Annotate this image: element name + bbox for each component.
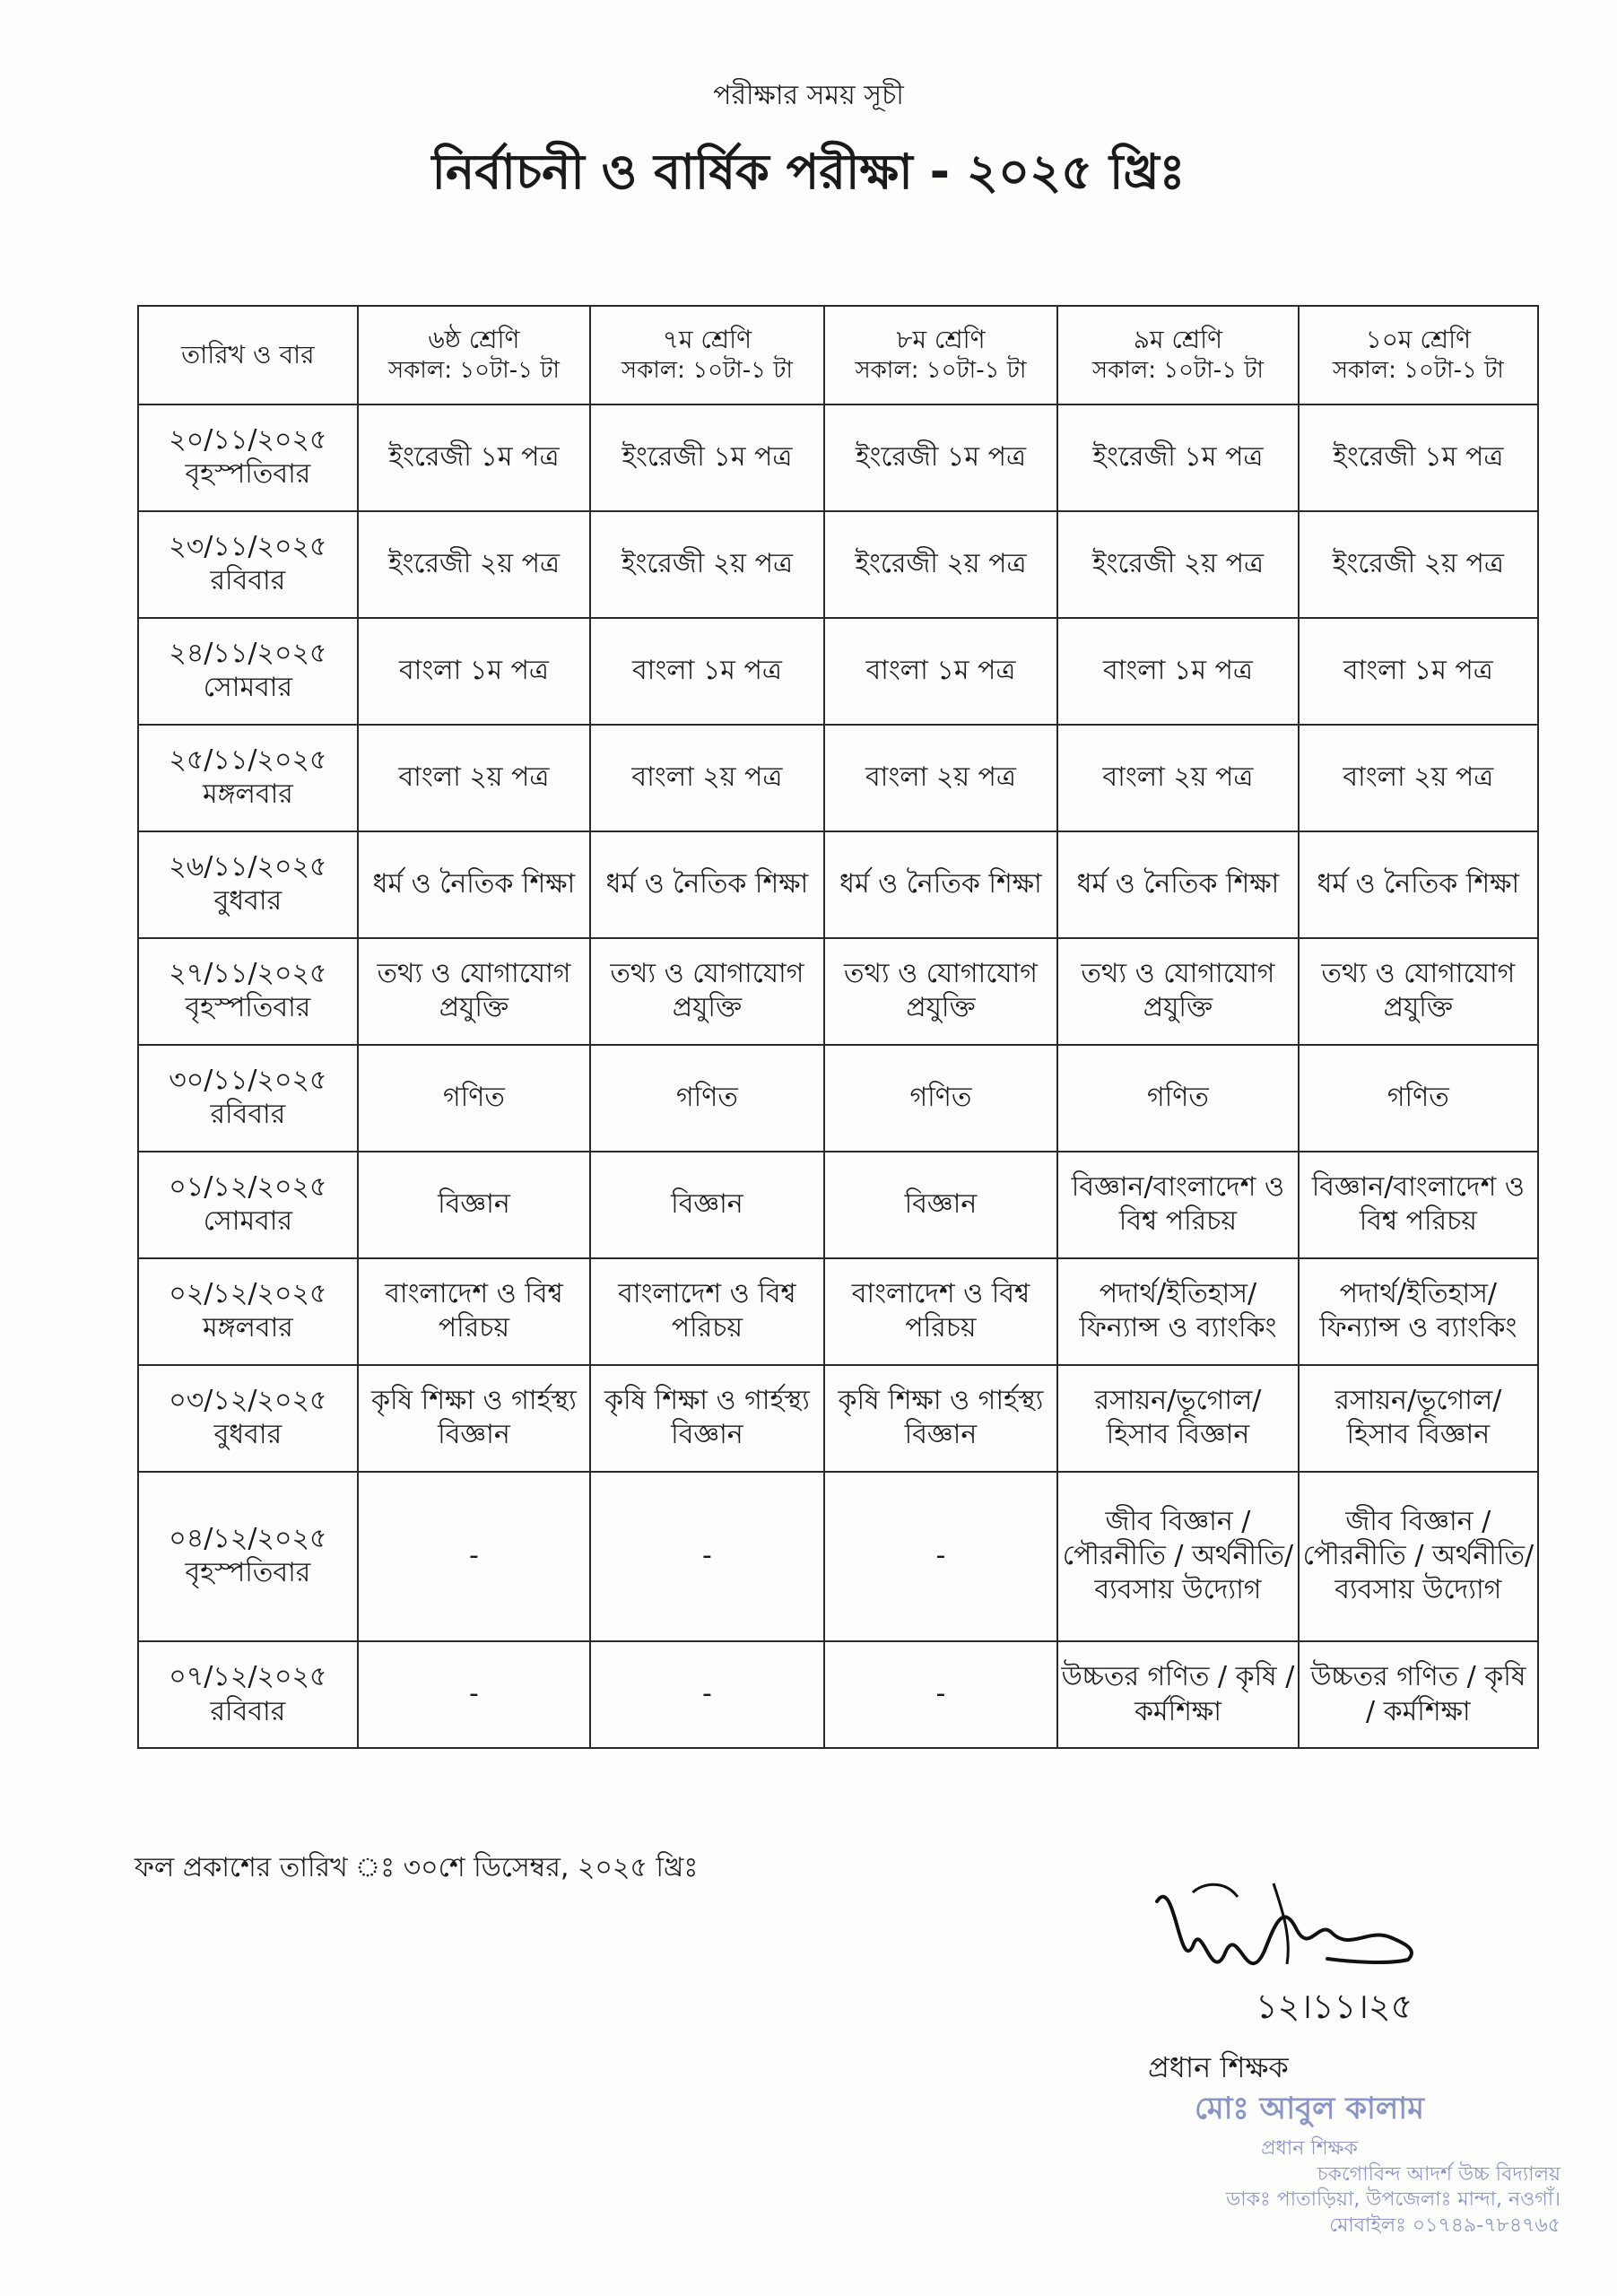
date-cell bbox=[138, 1641, 358, 1748]
exam-day: রবিবার bbox=[210, 1695, 286, 1727]
subject-cell: - bbox=[590, 1472, 824, 1641]
table-row bbox=[138, 1152, 1538, 1258]
exam-date: ০৭/১২/২০২৫ bbox=[169, 1661, 327, 1693]
exam-routine-table bbox=[137, 305, 1539, 1749]
exam-date: ২৬/১১/২০২৫ bbox=[169, 850, 327, 883]
stamp-name: মোঃ আবুল কালাম bbox=[1195, 2091, 1424, 2126]
class-time: সকাল: ১০টা-১ টা bbox=[621, 357, 793, 385]
exam-date: ০২/১২/২০২৫ bbox=[169, 1277, 327, 1309]
subject-cell: বিজ্ঞান bbox=[824, 1152, 1058, 1258]
subject-cell: ইংরেজী ২য় পত্র bbox=[1299, 511, 1538, 618]
date-cell bbox=[138, 1152, 358, 1258]
routine-body bbox=[138, 404, 1538, 1748]
table-row bbox=[138, 511, 1538, 618]
subject-cell: বাংলা ১ম পত্র bbox=[824, 618, 1058, 725]
subject-cell: - bbox=[824, 1641, 1058, 1748]
subject-cell: গণিত bbox=[824, 1045, 1058, 1152]
subject-cell: গণিত bbox=[358, 1045, 590, 1152]
table-row bbox=[138, 725, 1538, 831]
date-cell bbox=[138, 725, 358, 831]
subject-cell: রসায়ন/ভূগোল/ হিসাব বিজ্ঞান bbox=[1057, 1365, 1298, 1472]
signature-date: ১২।১১।২৫ bbox=[1256, 1987, 1413, 2026]
table-row bbox=[138, 1258, 1538, 1365]
exam-date: ০৩/১২/২০২৫ bbox=[169, 1384, 327, 1416]
subject-cell: উচ্চতর গণিত / কৃষি / কর্মশিক্ষা bbox=[1299, 1641, 1538, 1748]
class-name: ৮ম শ্রেণি bbox=[896, 325, 986, 355]
date-cell bbox=[138, 511, 358, 618]
subject-cell: ধর্ম ও নৈতিক শিক্ষা bbox=[824, 831, 1058, 938]
subject-cell: বাংলাদেশ ও বিশ্ব পরিচয় bbox=[358, 1258, 590, 1365]
exam-day: বুধবার bbox=[213, 885, 283, 918]
subject-cell: তথ্য ও যোগাযোগ প্রযুক্তি bbox=[1057, 938, 1298, 1045]
class-name: ৬ষ্ঠ শ্রেণি bbox=[428, 325, 520, 355]
subject-cell: বাংলা ২য় পত্র bbox=[590, 725, 824, 831]
exam-day: বুধবার bbox=[213, 1419, 283, 1451]
subject-cell: বাংলাদেশ ও বিশ্ব পরিচয় bbox=[824, 1258, 1058, 1365]
subject-cell: তথ্য ও যোগাযোগ প্রযুক্তি bbox=[824, 938, 1058, 1045]
class-name: ৯ম শ্রেণি bbox=[1133, 325, 1223, 355]
subject-cell: তথ্য ও যোগাযোগ প্রযুক্তি bbox=[590, 938, 824, 1045]
exam-day: বৃহস্পতিবার bbox=[185, 458, 311, 491]
subject-cell: পদার্থ/ইতিহাস/ ফিন্যান্স ও ব্যাংকিং bbox=[1057, 1258, 1298, 1365]
subject-cell: ইংরেজী ১ম পত্র bbox=[1057, 404, 1298, 511]
table-row bbox=[138, 404, 1538, 511]
table-row bbox=[138, 1641, 1538, 1748]
date-cell bbox=[138, 831, 358, 938]
subject-cell: বাংলা ১ম পত্র bbox=[590, 618, 824, 725]
class-header bbox=[824, 306, 1058, 404]
subject-cell: বাংলাদেশ ও বিশ্ব পরিচয় bbox=[590, 1258, 824, 1365]
subject-cell: গণিত bbox=[1299, 1045, 1538, 1152]
subject-cell: বাংলা ২য় পত্র bbox=[824, 725, 1058, 831]
subject-cell: বাংলা ২য় পত্র bbox=[1057, 725, 1298, 831]
subject-cell: কৃষি শিক্ষা ও গার্হস্থ্য বিজ্ঞান bbox=[824, 1365, 1058, 1472]
subject-cell: বাংলা ১ম পত্র bbox=[1299, 618, 1538, 725]
exam-date: ২৪/১১/২০২৫ bbox=[169, 637, 327, 669]
exam-day: রবিবার bbox=[210, 1099, 286, 1131]
subject-cell: ধর্ম ও নৈতিক শিক্ষা bbox=[358, 831, 590, 938]
subject-cell: ইংরেজী ১ম পত্র bbox=[1299, 404, 1538, 511]
exam-day: সোমবার bbox=[203, 672, 292, 704]
class-time: সকাল: ১০টা-১ টা bbox=[855, 357, 1027, 385]
exam-day: মঙ্গলবার bbox=[202, 778, 293, 811]
exam-day: মঙ্গলবার bbox=[202, 1312, 293, 1344]
date-cell bbox=[138, 938, 358, 1045]
result-date-line: ফল প্রকাশের তারিখ ঃ ৩০শে ডিসেম্বর, ২০২৫ খ্রিঃ bbox=[135, 1852, 699, 1883]
header-row bbox=[138, 306, 1538, 404]
date-cell bbox=[138, 1472, 358, 1641]
date-cell bbox=[138, 618, 358, 725]
class-time: সকাল: ১০টা-১ টা bbox=[1091, 357, 1264, 385]
subject-cell: বাংলা ১ম পত্র bbox=[1057, 618, 1298, 725]
subject-cell: ধর্ম ও নৈতিক শিক্ষা bbox=[1057, 831, 1298, 938]
date-cell bbox=[138, 1365, 358, 1472]
subject-cell: জীব বিজ্ঞান / পৌরনীতি / অর্থনীতি/ব্যবসায় উদ্যোগ bbox=[1057, 1472, 1298, 1641]
subject-cell: উচ্চতর গণিত / কৃষি / কর্মশিক্ষা bbox=[1057, 1641, 1298, 1748]
signatory-role: প্রধান শিক্ষক bbox=[1148, 2050, 1289, 2084]
exam-title: নির্বাচনী ও বার্ষিক পরীক্ষা - ২০২৫ খ্রিঃ bbox=[431, 144, 1186, 200]
subject-cell: বাংলা ২য় পত্র bbox=[358, 725, 590, 831]
subject-cell: বাংলা ১ম পত্র bbox=[358, 618, 590, 725]
subject-cell: বাংলা ২য় পত্র bbox=[1299, 725, 1538, 831]
subject-cell: কৃষি শিক্ষা ও গার্হস্থ্য বিজ্ঞান bbox=[590, 1365, 824, 1472]
subject-cell: পদার্থ/ইতিহাস/ ফিন্যান্স ও ব্যাংকিং bbox=[1299, 1258, 1538, 1365]
class-time: সকাল: ১০টা-১ টা bbox=[387, 357, 560, 385]
class-header bbox=[1299, 306, 1538, 404]
official-stamp bbox=[1058, 2085, 1560, 2239]
stamp-address: ডাকঃ পাতাড়িয়া, উপজেলাঃ মান্দা, নওগাঁ। bbox=[1226, 2188, 1560, 2212]
subject-cell: গণিত bbox=[590, 1045, 824, 1152]
date-cell bbox=[138, 1045, 358, 1152]
class-name: ১০ম শ্রেণি bbox=[1365, 325, 1472, 355]
table-row bbox=[138, 1045, 1538, 1152]
class-time: সকাল: ১০টা-১ টা bbox=[1332, 357, 1504, 385]
class-header bbox=[358, 306, 590, 404]
class-header bbox=[1057, 306, 1298, 404]
subject-cell: তথ্য ও যোগাযোগ প্রযুক্তি bbox=[1299, 938, 1538, 1045]
class-header bbox=[590, 306, 824, 404]
date-cell bbox=[138, 404, 358, 511]
table-row bbox=[138, 618, 1538, 725]
subject-cell: ইংরেজী ১ম পত্র bbox=[358, 404, 590, 511]
subject-cell: ইংরেজী ১ম পত্র bbox=[824, 404, 1058, 511]
signature-block bbox=[1022, 1866, 1560, 2237]
subject-cell: - bbox=[824, 1472, 1058, 1641]
subject-cell: - bbox=[358, 1641, 590, 1748]
subject-cell: জীব বিজ্ঞান / পৌরনীতি / অর্থনীতি/ব্যবসায় উদ্যোগ bbox=[1299, 1472, 1538, 1641]
subject-cell: রসায়ন/ভূগোল/ হিসাব বিজ্ঞান bbox=[1299, 1365, 1538, 1472]
subject-cell: তথ্য ও যোগাযোগ প্রযুক্তি bbox=[358, 938, 590, 1045]
subject-cell: ইংরেজী ২য় পত্র bbox=[590, 511, 824, 618]
date-cell bbox=[138, 1258, 358, 1365]
subject-cell: ইংরেজী ২য় পত্র bbox=[1057, 511, 1298, 618]
subject-cell: বিজ্ঞান bbox=[358, 1152, 590, 1258]
subject-cell: ধর্ম ও নৈতিক শিক্ষা bbox=[1299, 831, 1538, 938]
subject-cell: - bbox=[590, 1641, 824, 1748]
stamp-school: চকগোবিন্দ আদর্শ উচ্চ বিদ্যালয় bbox=[1317, 2162, 1560, 2186]
exam-date: ০৪/১২/২০২৫ bbox=[169, 1522, 327, 1554]
subject-cell: ধর্ম ও নৈতিক শিক্ষা bbox=[590, 831, 824, 938]
exam-day: সোমবার bbox=[203, 1205, 292, 1238]
subject-cell: গণিত bbox=[1057, 1045, 1298, 1152]
exam-day: বৃহস্পতিবার bbox=[185, 992, 311, 1024]
exam-date: ২০/১১/২০২৫ bbox=[169, 424, 327, 457]
exam-date: ২৫/১১/২০২৫ bbox=[169, 744, 327, 776]
exam-day: রবিবার bbox=[210, 565, 286, 597]
exam-date: ২৩/১১/২০২৫ bbox=[169, 531, 327, 563]
exam-day: বৃহস্পতিবার bbox=[185, 1557, 311, 1589]
subject-cell: ইংরেজী ১ম পত্র bbox=[590, 404, 824, 511]
stamp-designation: প্রধান শিক্ষক bbox=[1261, 2137, 1358, 2160]
subject-cell: বিজ্ঞান bbox=[590, 1152, 824, 1258]
exam-date: ০১/১২/২০২৫ bbox=[169, 1170, 327, 1203]
exam-date: ৩০/১১/২০২৫ bbox=[169, 1064, 327, 1096]
schedule-subtitle: পরীক্ষার সময় সূচী bbox=[713, 80, 904, 111]
subject-cell: - bbox=[358, 1472, 590, 1641]
stamp-phone: মোবাইলঃ ০১৭৪৯-৭৮৪৭৬৫ bbox=[1329, 2213, 1560, 2237]
subject-cell: ইংরেজী ২য় পত্র bbox=[824, 511, 1058, 618]
table-row bbox=[138, 1472, 1538, 1641]
exam-date: ২৭/১১/২০২৫ bbox=[169, 957, 327, 989]
subject-cell: বিজ্ঞান/বাংলাদেশ ও বিশ্ব পরিচয় bbox=[1299, 1152, 1538, 1258]
subject-cell: ইংরেজী ২য় পত্র bbox=[358, 511, 590, 618]
subject-cell: বিজ্ঞান/বাংলাদেশ ও বিশ্ব পরিচয় bbox=[1057, 1152, 1298, 1258]
date-column-header: তারিখ ও বার bbox=[138, 306, 358, 404]
table-row bbox=[138, 938, 1538, 1045]
class-name: ৭ম শ্রেণি bbox=[662, 325, 752, 355]
table-row bbox=[138, 831, 1538, 938]
table-row bbox=[138, 1365, 1538, 1472]
subject-cell: কৃষি শিক্ষা ও গার্হস্থ্য বিজ্ঞান bbox=[358, 1365, 590, 1472]
